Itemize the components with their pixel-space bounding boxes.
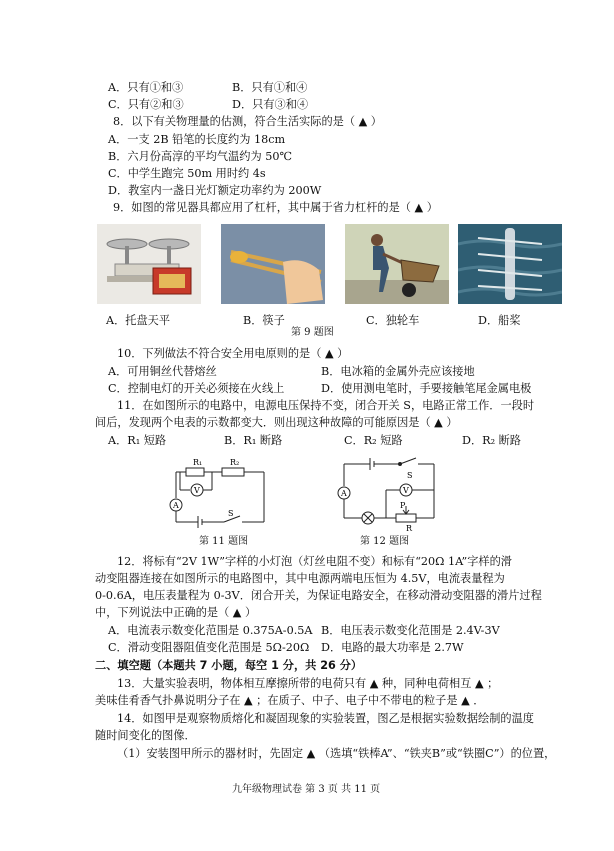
q9-stem: 9．如图的常见器具都应用了杠杆，其中属于省力杠杆的是（ ▲ ） bbox=[113, 201, 438, 214]
q12-option-a: A．电流表示数变化范围是 0.375A-0.5A bbox=[108, 624, 313, 637]
q12-line-2: 动变阻器连接在如图所示的电路图中，其中电源两端电压恒为 4.5V，电流表量程为 bbox=[95, 572, 505, 585]
q10-option-b: B．电冰箱的金属外壳应该接地 bbox=[321, 365, 475, 378]
q11-option-a: A．R₁ 短路 bbox=[108, 434, 167, 447]
q14-line-1: 14．如图甲是观察物质熔化和凝固现象的实验装置，图乙是根据实验数据绘制的温度 bbox=[117, 712, 534, 725]
fig11-ammeter-label: A bbox=[173, 501, 179, 510]
q12-figure-label: 第 12 题图 bbox=[360, 536, 410, 547]
q11-line-1: 11．在如图所示的电路中，电源电压保持不变，闭合开关 S，电路正常工作．一段时 bbox=[117, 399, 535, 412]
q9-caption-a: A．托盘天平 bbox=[106, 314, 171, 327]
q9-caption-d: D．船桨 bbox=[478, 314, 521, 327]
fig11-voltmeter-label: V bbox=[194, 486, 200, 495]
q13-line-1: 13．大量实验表明，物体相互摩擦所带的电荷只有 ▲ 种，同种电荷相互 ▲ ； bbox=[117, 677, 499, 690]
q9-caption-c: C．独轮车 bbox=[366, 314, 420, 327]
q12-option-b: B．电压表示数变化范围是 2.4V-3V bbox=[321, 624, 500, 637]
chopsticks-image bbox=[221, 224, 325, 304]
page-footer: 九年级物理试卷 第 3 页 共 11 页 bbox=[232, 784, 381, 795]
q12-line-3: 0-0.6A，电压表量程为 0-3V．闭合开关，为保证电路安全，在移动滑动变阻器的滑片过程 bbox=[95, 589, 542, 602]
q14-line-3: （1）安装图甲所示的器材时，先固定 ▲ （选填“铁棒A”、“铁夹B”或“铁圈C”）的位置， bbox=[117, 747, 556, 760]
fig12-rheostat-label: R bbox=[406, 524, 413, 532]
q10-option-d: D．使用测电笔时，手要接触笔尾金属电极 bbox=[321, 382, 532, 395]
balance-image bbox=[97, 224, 201, 304]
q12-line-1: 12．将标有“2V 1W”字样的小灯泡（灯丝电阻不变）和标有“20Ω 1A”字样的滑 bbox=[117, 555, 512, 568]
q7-option-c: C．只有②和③ bbox=[108, 98, 184, 111]
fig11-switch-label: S bbox=[228, 509, 234, 518]
q11-option-b: B．R₁ 断路 bbox=[224, 434, 283, 447]
fig12-ammeter-label: A bbox=[341, 489, 347, 498]
circuit-figure-11 bbox=[162, 452, 277, 532]
q11-option-d: D．R₂ 断路 bbox=[462, 434, 521, 447]
q7-option-d: D．只有③和④ bbox=[232, 98, 309, 111]
fig11-r1-label: R₁ bbox=[193, 458, 203, 467]
q12-option-d: D．电路的最大功率是 2.7W bbox=[321, 641, 464, 654]
q8-option-c: C．中学生跑完 50m 用时约 4s bbox=[108, 167, 266, 180]
q7-option-a: A．只有①和③ bbox=[108, 81, 184, 94]
q8-stem: 8．以下有关物理量的估测，符合生活实际的是（ ▲ ） bbox=[113, 115, 382, 128]
fig12-switch-label: S bbox=[407, 471, 413, 480]
fig12-voltmeter-label: V bbox=[403, 486, 409, 495]
fig11-r2-label: R₂ bbox=[230, 458, 240, 467]
fig12-slider-label: P bbox=[400, 501, 406, 510]
q7-option-b: B．只有①和④ bbox=[232, 81, 308, 94]
section-2-heading: 二、填空题（本题共 7 小题，每空 1 分，共 26 分） bbox=[95, 659, 363, 672]
rowing-image bbox=[458, 224, 562, 304]
q8-option-b: B．六月份高淳的平均气温约为 50℃ bbox=[108, 150, 292, 163]
q14-line-2: 随时间变化的图像． bbox=[95, 729, 196, 742]
q9-caption-b: B．筷子 bbox=[243, 314, 285, 327]
q11-option-c: C．R₂ 短路 bbox=[344, 434, 403, 447]
q10-stem: 10．下列做法不符合安全用电原则的是（ ▲ ） bbox=[117, 347, 349, 360]
q10-option-c: C．控制电灯的开关必须接在火线上 bbox=[108, 382, 285, 395]
circuit-figure-12 bbox=[330, 452, 448, 532]
q12-option-c: C．滑动变阻器阻值变化范围是 5Ω-20Ω bbox=[108, 641, 310, 654]
q9-figure-label: 第 9 题图 bbox=[291, 327, 334, 338]
wheelbarrow-image bbox=[345, 224, 449, 304]
q8-option-a: A．一支 2B 铅笔的长度约为 18cm bbox=[108, 133, 286, 146]
q12-line-4: 中，下列说法中正确的是（ ▲ ） bbox=[95, 606, 257, 619]
q10-option-a: A．可用铜丝代替熔丝 bbox=[108, 365, 217, 378]
q11-line-2: 间后，发现两个电表的示数都变大．则出现这种故障的可能原因是（ ▲ ） bbox=[95, 416, 458, 429]
q13-line-2: 美味佳肴香气扑鼻说明分子在 ▲ ；在质子、中子、电子中不带电的粒子是 ▲ ． bbox=[95, 694, 485, 707]
q8-option-d: D．教室内一盏日光灯额定功率约为 200W bbox=[108, 184, 322, 197]
q11-figure-label: 第 11 题图 bbox=[199, 536, 249, 547]
